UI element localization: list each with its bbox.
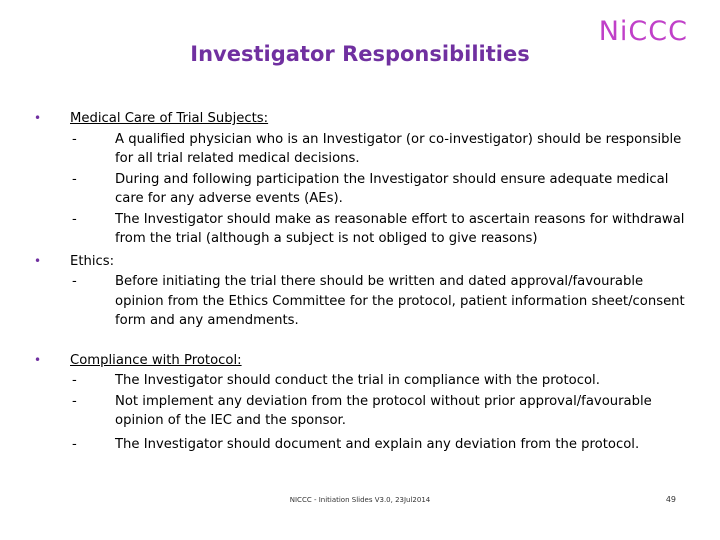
section-medical-care	[34, 109, 694, 249]
slide-title: Investigator Responsibilities	[190, 42, 530, 66]
list-item-text: The Investigator should document and explain any deviation from the protocol.	[115, 436, 640, 452]
list-item-text: The Investigator should make as reasonable effort to ascertain reasons for withdrawal from the trial (although a subject is not obliged to give reasons)	[115, 211, 685, 246]
list-item-text: Before initiating the trial there should be written and dated approval/favourable opinion from the Ethics Committee for the protocol, patient information sheet/consent form and any amendments.	[115, 274, 685, 328]
section-heading: Medical Care of Trial Subjects:	[70, 111, 269, 126]
list-item	[70, 435, 694, 455]
dash-icon: -	[72, 393, 77, 409]
list-item	[70, 210, 694, 249]
section-compliance	[34, 351, 694, 455]
list-item-text: During and following participation the Investigator should ensure adequate medical care for any adverse events (AEs).	[115, 171, 669, 206]
dash-icon: -	[72, 373, 77, 388]
dash-icon: -	[72, 131, 77, 147]
dash-icon: -	[72, 274, 77, 289]
list-item	[70, 170, 694, 209]
footer-text: NICCC - Initiation Slides V3.0, 23Jul2014	[289, 496, 431, 504]
bullet-icon: •	[34, 352, 42, 367]
list-item	[70, 392, 694, 431]
dash-icon: -	[72, 436, 77, 452]
page-number: 49	[665, 495, 676, 504]
list-item	[70, 371, 694, 391]
dash-icon: -	[72, 211, 77, 227]
bullet-icon: •	[34, 111, 42, 125]
list-item-text: The Investigator should conduct the trial in compliance with the protocol.	[115, 373, 600, 388]
bullet-icon: •	[34, 253, 42, 268]
list-item	[70, 272, 694, 331]
slide-body	[34, 109, 694, 454]
list-item-text: A qualified physician who is an Investigator (or co-investigator) should be responsible for all trial related medical decisions.	[115, 131, 682, 166]
section-heading: Compliance with Protocol:	[70, 352, 242, 368]
list-item	[70, 130, 694, 169]
dash-icon: -	[72, 171, 77, 187]
niccc-logo: NiCCC	[598, 16, 688, 47]
section-heading: Ethics:	[70, 253, 115, 269]
section-ethics	[34, 252, 694, 331]
list-item-text: Not implement any deviation from the protocol without prior approval/favourable opinion of the IEC and the sponsor.	[115, 393, 652, 428]
